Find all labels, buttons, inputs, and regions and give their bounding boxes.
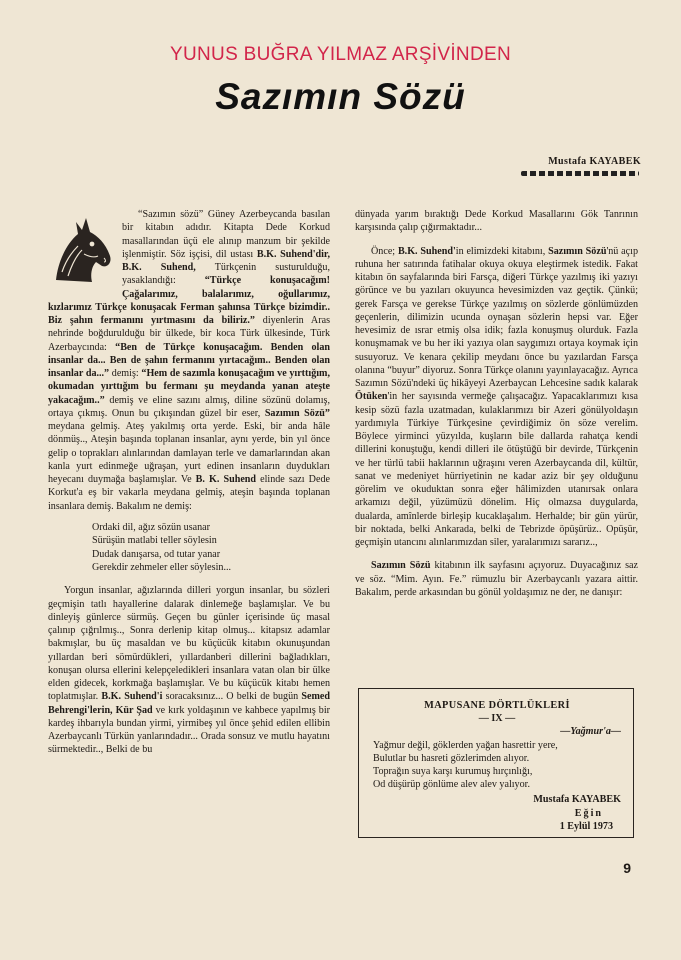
- left-p1-text5: demiş ve eline sazını almış, diline sözünü dolamış, ortaya çıkmış. Onun bu çıkışından güzel bir eser,: [48, 394, 330, 419]
- right-p1: dünyada yarım bıraktığı Dede Korkud Masallarını Gök Tanrının karşısında çalıp çığırmaktadır...: [355, 209, 638, 234]
- poem-line: Dudak danışarsa, od tutar yanar: [92, 548, 221, 560]
- box-number: — IX —: [478, 713, 516, 725]
- right-p2-bold3: Ötüken: [355, 391, 388, 403]
- right-column: [355, 208, 638, 599]
- left-p1-text: “Sazımın sözü” Güney Azerbeycanda basılan bir kitabın adıdır. Kitapta Dede Korkud masallarından üçü ele alınıp manzum bir şekilde işlenmiştir. Söz işçisi, dil ustası: [122, 209, 330, 260]
- box-poem-line: Od düşürüp gönlüme alev alev yalıyor.: [373, 779, 530, 791]
- left-p1-bold: B.K. Suhend'dir, B.K. Suhend,: [122, 248, 330, 273]
- box-poem-line: Bulutlar bu hasreti gözlerimden alıyor.: [373, 752, 530, 764]
- right-p3-text: kitabının ilk sayfasını açıyoruz. Duyacağınız saz ve söz. “Mim. Ayın. Fe.” rümuzlu bir Azerbaycanlı yazara aittir. Bakalım, perde arkasından bu gönül yoldaşımız ne der, ne danışır:: [355, 560, 638, 598]
- left-p1-text4: demiş:: [109, 368, 142, 379]
- box-poem-line: Toprağın suya karşı kurumuş hırçınlığı,: [373, 766, 533, 778]
- box-poem-line: Yağmur değil, göklerden yağan hasrettir yere,: [373, 739, 558, 751]
- left-column: [48, 208, 330, 757]
- left-p1-text3: diyenlerin Aras nehrinde boğdurulduğu bir ülkede, bir koca Türk ülkesinde, Türk Azerbaycında:: [48, 315, 330, 353]
- left-p1-text2: Türkçenin susturulduğu, yasaklandığı:: [122, 262, 330, 287]
- left-p1-bold2: “Türkçe konuşacağım! Çağalarımız, balalarımız, oğullarımız, kızlarımız Türkçe konuşacak Ferman şahınsa Türkçe bizimdir.. Biz şahın fermanını yırtmasını da biliriz.”: [48, 275, 331, 326]
- poem-stanza: [92, 521, 330, 575]
- left-p1-text7: elinde sazı Dede Korkut'a eş bir vakarla meydana gelmiş, ateşin başında toplanan insanlara demiş. Bakalım ne demiş:: [48, 474, 330, 512]
- right-p2-bold: B.K. Suhend': [397, 245, 456, 257]
- left-p1-bold6: B. K. Suhend: [195, 474, 257, 485]
- poem-line: Ordaki dil, ağız sözün usanar: [92, 521, 211, 533]
- right-p3-bold: Sazımın Sözü: [371, 560, 431, 572]
- box-date: 1 Eylül 1973: [559, 820, 613, 832]
- box-title: MAPUSANE DÖRTLÜKLERİ: [424, 700, 570, 711]
- poem-line: Gerekdir zehmeler eller söylesin...: [92, 561, 232, 573]
- right-p2-text4: 'in her sayısında vermeğe çalışacağız. Yapacaklarımızı kısa kesip sözü fazla uzatmadan, kulaklarımızı bir Azeri gönülyoldaşın yardımıyla Türkiye Türkçesine çevirdiğimiz ön söze verelim. Böylece yirminci yüzyılda, kuşların bile dallarda rahatça kendi dillerini konuştuğu, kendi dilleri ile ötüştüğü bir devirde, Türkçenin ve her türlü tabii haklarının uğraşını veren Azerbaycanda dil, kültür, sanat ve medeniyet hürriyetinin ne kadar aziz bir şey olduğunu görelim ve okuduktan sonra eğer hâlimizden utanırsak onlara arkamızı değil, yüzümüzü dönelim. Hiç olmazsa duygularda, dualarda, amînlerde birleşip kucaklaşalım. Herhalde; bir gün yürür, bir noktada, belki Ankarada, belki de Tebrizde öpüşürüz.. Opüşür, geçmişin utancını alınlarımızdan siler, yaralarımızı sararız..,: [355, 391, 638, 548]
- left-p2-bold: B.K. Suhend'i: [101, 691, 163, 703]
- archive-header: YUNUS BUĞRA YILMAZ ARŞİVİNDEN: [170, 44, 511, 65]
- left-p2-text: Yorgun insanlar, ağızlarında dilleri yorgun insanlar, bu sözleri geçmişin tatlı hayallerine dalarak dinlemeğe başlamışlar. Ve bu dinleyiş günlerce sürmüş. Geçen bu günler içerisinde üç masal çalınıp çığrılmış.., Sonra derlenip kitap olmuş... kitapsız adamlar bakmışlar, bu üç masaldan ve bu küçücük kitabın okunuşundan yıllardan beri sömürdükleri, yıllardanberi dillerini bağladıkları, konuşan olursa ellerini kelepçeledikleri insanlara vatan olan bir ülke elden gidecek, korkmağa başlamışlar. Ve bu küçücük kitabı hemen toplatmışlar.: [48, 585, 330, 703]
- right-p2-text3: 'nü açıp ruhuna her satırında fatihalar okuya okuya eleştirmek istedik. Fakat kitabın ön sayfalarında biri Farsça, diğeri Türkçe yazılmış iki yazıyı görünce ve bu yazıları okuyunca hevesimizden vaz geçtik. Çünkü; gerek Farsça ve gerekse Türkçe yazılmış on sözlerde gönlümüzden geçenlerin, dilimizin ucunda oynaşan sözlerin hepsi var. Eğer hevesimiz de ısrar etmiş olsa idik; fazla konuşmuş olurduk. Fazla konuşmamak ve bu her iki yazıya olan saygımızı ortaya koymak için susuyoruz. Ve kenara çekilip meydanı önce bu yazılardan Farsça olanına “buyur” diyoruz. Sonra Türkçe olanını yayınlayacağız. Ayrıca Sazımın Sözü'ndeki üç hikâyeyi Azerbaycan Lehcesine sadık kalarak: [355, 245, 638, 389]
- right-p2-bold2: Sazımın Sözü: [548, 245, 607, 257]
- left-p1-bold5: Sazımın Sözü”: [264, 407, 330, 419]
- right-p2-text: Önce;: [371, 245, 398, 257]
- box-subtitle: —Yağmur'a—: [560, 726, 621, 738]
- poem-line: Sürüşün matlabi teller söylesin: [92, 535, 217, 547]
- left-p1-text6: meydana gelmiş. Ateş yakılmış orta yerde. Eski, bir anda hâle dönmüş.., Ateşin başında toplanan insanlar, aynı yerde, bin yıl önce gelip o toprakları alınlarından damlayan terle ve damarlarından akan kanla yurt edinmeğe uğraşan, yurt edinen insanların duydukları heyecanı duymağa başlamışlar. Ve: [48, 421, 330, 485]
- prison-quatrain-box: [358, 688, 634, 838]
- left-p1-bold3: “Ben de Türkçe konuşacağım. Benden olan insanlar da... Ben de şahın fermanını yırtacağım.. Benden olan insanlar da...”: [48, 341, 330, 379]
- box-place: Eğin: [574, 807, 603, 819]
- right-p2-text2: in elimizdeki kitabını,: [455, 245, 549, 257]
- byline: Mustafa KAYABEK: [548, 156, 641, 167]
- left-p2-bold2: Semed Behrengi'lerin, Kür Şad: [48, 691, 330, 716]
- byline-ornament: [521, 171, 639, 176]
- page-number: 9: [623, 860, 631, 876]
- left-p2-text2: soracaksınız... O belki de bugün: [162, 691, 302, 703]
- horse-head-icon: [48, 210, 114, 288]
- left-p2-text3: ve kırk yoldaşının ve kahbece yapılmış bir kardeş ihbarıyla bundan yirmi, yirmibeş yıl önce şehid edilen ellibin Azerbaycanlı Türkün yanlarındadır... Orada sonsuz ve mutlu hayatını sürmektedir.., Belki de bu: [48, 704, 330, 756]
- box-author: Mustafa KAYABEK: [533, 794, 621, 806]
- left-p1-bold4: “Hem de sazımla konuşacağım ve yırttığım, okumadan yırttığım bu fermanı şu meydanda yanan ateşte yakacağım..”: [48, 368, 330, 406]
- article-title: Sazımın Sözü: [215, 76, 466, 117]
